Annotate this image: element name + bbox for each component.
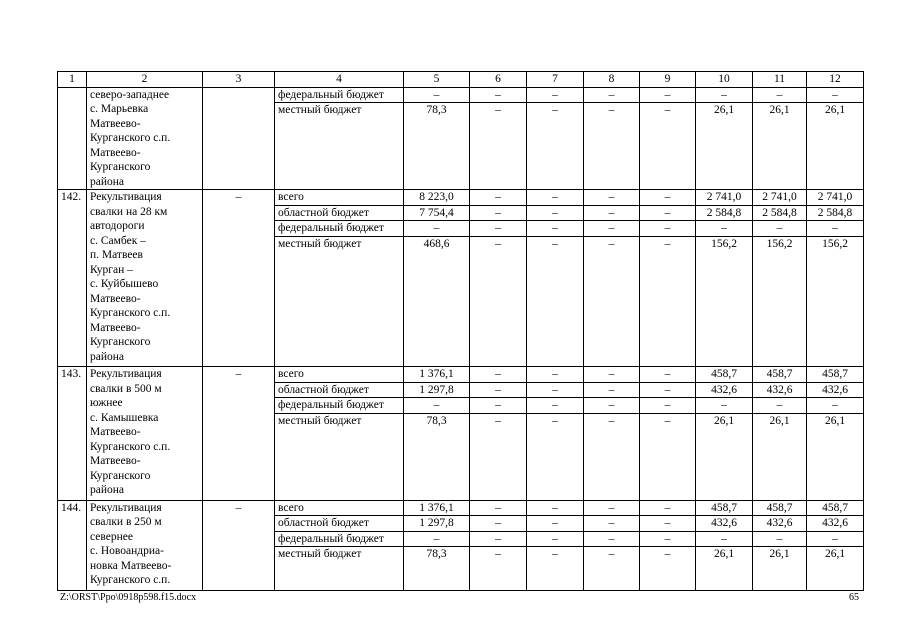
value-col-12: – xyxy=(807,221,864,237)
value-col-9: – xyxy=(640,398,696,414)
description-line: Курганского с.п. xyxy=(90,132,171,144)
funding-source-label: местный бюджет xyxy=(275,413,404,500)
value-col-11: – xyxy=(753,531,807,547)
value-col-9: – xyxy=(640,190,696,206)
column-number-4: 4 xyxy=(275,72,404,88)
funding-source-label: областной бюджет xyxy=(275,516,404,532)
value-col-8: – xyxy=(584,367,640,383)
value-col-8: – xyxy=(584,221,640,237)
value-col-10: – xyxy=(696,87,753,103)
value-col-11: – xyxy=(753,87,807,103)
description-line: севернее xyxy=(90,530,133,543)
value-col-10: 432,6 xyxy=(696,516,753,532)
value-col-9: – xyxy=(640,531,696,547)
value-col-12: 26,1 xyxy=(807,413,864,500)
value-col-8: – xyxy=(584,531,640,547)
funding-source-label: федеральный бюджет xyxy=(275,221,404,237)
funding-source-label: местный бюджет xyxy=(275,236,404,367)
value-col-8: – xyxy=(584,547,640,591)
value-col-5: 8 223,0 xyxy=(404,190,470,206)
table-row xyxy=(58,367,864,383)
value-col-8: – xyxy=(584,500,640,516)
value-col-6: – xyxy=(470,531,527,547)
value-col-10: 26,1 xyxy=(696,103,753,190)
col3-cell xyxy=(203,87,275,190)
value-col-12: 26,1 xyxy=(807,103,864,190)
value-col-8: – xyxy=(584,236,640,367)
value-col-12: 432,6 xyxy=(807,516,864,532)
value-col-10: – xyxy=(696,398,753,414)
value-col-7: – xyxy=(527,190,584,206)
value-col-8: – xyxy=(584,398,640,414)
value-col-5: – xyxy=(404,221,470,237)
col3-cell: – xyxy=(203,190,275,367)
value-col-8: – xyxy=(584,190,640,206)
value-col-8: – xyxy=(584,516,640,532)
value-col-6: – xyxy=(470,367,527,383)
value-col-10: 2 741,0 xyxy=(696,190,753,206)
value-col-11: 432,6 xyxy=(753,516,807,532)
value-col-9: – xyxy=(640,103,696,190)
value-col-12: – xyxy=(807,87,864,103)
value-col-7: – xyxy=(527,221,584,237)
value-col-12: 458,7 xyxy=(807,500,864,516)
funding-source-label: местный бюджет xyxy=(275,103,404,190)
description-line: Курганского xyxy=(90,336,151,348)
value-col-9: – xyxy=(640,205,696,221)
funding-source-label: всего xyxy=(275,190,404,206)
description-line: Рекультивация xyxy=(90,191,162,203)
value-col-7: – xyxy=(527,547,584,591)
funding-source-label: федеральный бюджет xyxy=(275,87,404,103)
column-number-7: 7 xyxy=(527,72,584,88)
description-line: Матвеево- xyxy=(90,292,141,305)
value-col-5: – xyxy=(404,398,470,414)
description-line: Курганского с.п. xyxy=(90,440,171,453)
row-number-cell: 142. xyxy=(58,190,87,367)
value-col-11: 26,1 xyxy=(753,103,807,190)
description-cell xyxy=(87,190,203,367)
description-line: Курганского с.п. xyxy=(90,574,171,586)
value-col-10: 156,2 xyxy=(696,236,753,367)
description-cell xyxy=(87,367,203,501)
description-line: п. Матвеев xyxy=(90,249,143,261)
value-col-6: – xyxy=(470,190,527,206)
value-col-12: – xyxy=(807,531,864,547)
value-col-5: – xyxy=(404,531,470,547)
table-row xyxy=(58,190,864,206)
value-col-10: 458,7 xyxy=(696,367,753,383)
value-col-11: 156,2 xyxy=(753,236,807,367)
value-col-12: 156,2 xyxy=(807,236,864,367)
value-col-6: – xyxy=(470,398,527,414)
value-col-7: – xyxy=(527,500,584,516)
value-col-10: 432,6 xyxy=(696,382,753,398)
header-row xyxy=(58,72,864,88)
column-number-3: 3 xyxy=(203,72,275,88)
column-number-11: 11 xyxy=(753,72,807,88)
value-col-7: – xyxy=(527,413,584,500)
value-col-6: – xyxy=(470,205,527,221)
value-col-8: – xyxy=(584,205,640,221)
table-row xyxy=(58,87,864,103)
description-line: Рекультивация xyxy=(90,501,162,514)
funding-source-label: федеральный бюджет xyxy=(275,398,404,414)
description-line: Курганского с.п. xyxy=(90,307,171,319)
description-line: Рекультивация xyxy=(90,368,162,380)
description-line: района xyxy=(90,484,125,496)
value-col-9: – xyxy=(640,236,696,367)
description-line: Матвеево- xyxy=(90,321,141,334)
value-col-11: 26,1 xyxy=(753,547,807,591)
column-number-2: 2 xyxy=(87,72,203,88)
funding-source-label: местный бюджет xyxy=(275,547,404,591)
value-col-9: – xyxy=(640,382,696,398)
col3-cell: – xyxy=(203,367,275,501)
value-col-9: – xyxy=(640,221,696,237)
value-col-5: 468,6 xyxy=(404,236,470,367)
value-col-5: 1 376,1 xyxy=(404,500,470,516)
column-number-12: 12 xyxy=(807,72,864,88)
description-line: свалки на 28 км xyxy=(90,205,168,218)
value-col-12: 2 741,0 xyxy=(807,190,864,206)
value-col-12: 432,6 xyxy=(807,382,864,398)
description-line: северо-западнее xyxy=(90,88,170,101)
funding-source-label: областной бюджет xyxy=(275,205,404,221)
value-col-8: – xyxy=(584,87,640,103)
description-line: автодороги xyxy=(90,220,145,232)
description-line: Матвеево- xyxy=(90,146,141,159)
value-col-8: – xyxy=(584,382,640,398)
col3-cell: – xyxy=(203,500,275,590)
value-col-10: 2 584,8 xyxy=(696,205,753,221)
value-col-6: – xyxy=(470,516,527,532)
value-col-5: – xyxy=(404,87,470,103)
description-line: с. Куйбышево xyxy=(90,278,159,290)
column-number-9: 9 xyxy=(640,72,696,88)
value-col-6: – xyxy=(470,382,527,398)
footer-page-number: 65 xyxy=(849,592,859,603)
value-col-5: 1 376,1 xyxy=(404,367,470,383)
value-col-10: – xyxy=(696,531,753,547)
description-cell xyxy=(87,87,203,190)
value-col-7: – xyxy=(527,236,584,367)
value-col-10: 458,7 xyxy=(696,500,753,516)
value-col-10: – xyxy=(696,221,753,237)
value-col-6: – xyxy=(470,236,527,367)
description-line: с. Марьевка xyxy=(90,103,149,115)
value-col-10: 26,1 xyxy=(696,413,753,500)
value-col-12: 458,7 xyxy=(807,367,864,383)
column-number-5: 5 xyxy=(404,72,470,88)
value-col-7: – xyxy=(527,382,584,398)
value-col-7: – xyxy=(527,103,584,190)
value-col-7: – xyxy=(527,205,584,221)
column-number-8: 8 xyxy=(584,72,640,88)
funding-source-label: федеральный бюджет xyxy=(275,531,404,547)
value-col-5: 1 297,8 xyxy=(404,516,470,532)
description-line: свалки в 250 м xyxy=(90,516,162,528)
value-col-7: – xyxy=(527,516,584,532)
row-number-cell: 144. xyxy=(58,500,87,590)
value-col-5: 7 754,4 xyxy=(404,205,470,221)
row-number-cell xyxy=(58,87,87,190)
description-line: с. Самбек – xyxy=(90,234,146,247)
value-col-12: 2 584,8 xyxy=(807,205,864,221)
description-line: южнее xyxy=(90,397,123,409)
value-col-9: – xyxy=(640,516,696,532)
row-number-cell: 143. xyxy=(58,367,87,501)
description-line: Матвеево- xyxy=(90,455,141,467)
value-col-6: – xyxy=(470,500,527,516)
value-col-6: – xyxy=(470,547,527,591)
description-line: Курган – xyxy=(90,263,133,276)
value-col-9: – xyxy=(640,547,696,591)
value-col-12: – xyxy=(807,398,864,414)
table-row xyxy=(58,500,864,516)
value-col-5: 78,3 xyxy=(404,103,470,190)
funding-source-label: областной бюджет xyxy=(275,382,404,398)
description-line: района xyxy=(90,350,125,363)
description-cell xyxy=(87,500,203,590)
value-col-6: – xyxy=(470,103,527,190)
value-col-6: – xyxy=(470,87,527,103)
value-col-7: – xyxy=(527,398,584,414)
value-col-9: – xyxy=(640,367,696,383)
description-line: района xyxy=(90,175,125,188)
value-col-5: 1 297,8 xyxy=(404,382,470,398)
value-col-6: – xyxy=(470,413,527,500)
value-col-9: – xyxy=(640,500,696,516)
value-col-11: – xyxy=(753,398,807,414)
value-col-12: 26,1 xyxy=(807,547,864,591)
column-number-10: 10 xyxy=(696,72,753,88)
value-col-7: – xyxy=(527,367,584,383)
value-col-9: – xyxy=(640,413,696,500)
description-line: новка Матвеево- xyxy=(90,559,172,572)
value-col-7: – xyxy=(527,87,584,103)
value-col-5: 78,3 xyxy=(404,413,470,500)
value-col-11: 458,7 xyxy=(753,367,807,383)
description-line: Курганского xyxy=(90,469,151,482)
column-number-6: 6 xyxy=(470,72,527,88)
value-col-11: 2 741,0 xyxy=(753,190,807,206)
value-col-11: 26,1 xyxy=(753,413,807,500)
value-col-11: 458,7 xyxy=(753,500,807,516)
value-col-11: – xyxy=(753,221,807,237)
value-col-9: – xyxy=(640,87,696,103)
value-col-6: – xyxy=(470,221,527,237)
value-col-5: 78,3 xyxy=(404,547,470,591)
value-col-11: 432,6 xyxy=(753,382,807,398)
value-col-8: – xyxy=(584,103,640,190)
funding-source-label: всего xyxy=(275,367,404,383)
budget-table xyxy=(57,71,864,591)
description-line: Матвеево- xyxy=(90,117,141,130)
description-line: Курганского xyxy=(90,161,151,173)
footer-file-path: Z:\ORST\Ppo\0918p598.f15.docx xyxy=(60,592,197,603)
description-line: Матвеево- xyxy=(90,426,141,438)
column-number-1: 1 xyxy=(58,72,87,88)
description-line: свалки в 500 м xyxy=(90,382,162,395)
value-col-8: – xyxy=(584,413,640,500)
description-line: с. Камышевка xyxy=(90,411,159,424)
value-col-7: – xyxy=(527,531,584,547)
funding-source-label: всего xyxy=(275,500,404,516)
description-line: с. Новоандриа- xyxy=(90,545,164,557)
value-col-10: 26,1 xyxy=(696,547,753,591)
value-col-11: 2 584,8 xyxy=(753,205,807,221)
